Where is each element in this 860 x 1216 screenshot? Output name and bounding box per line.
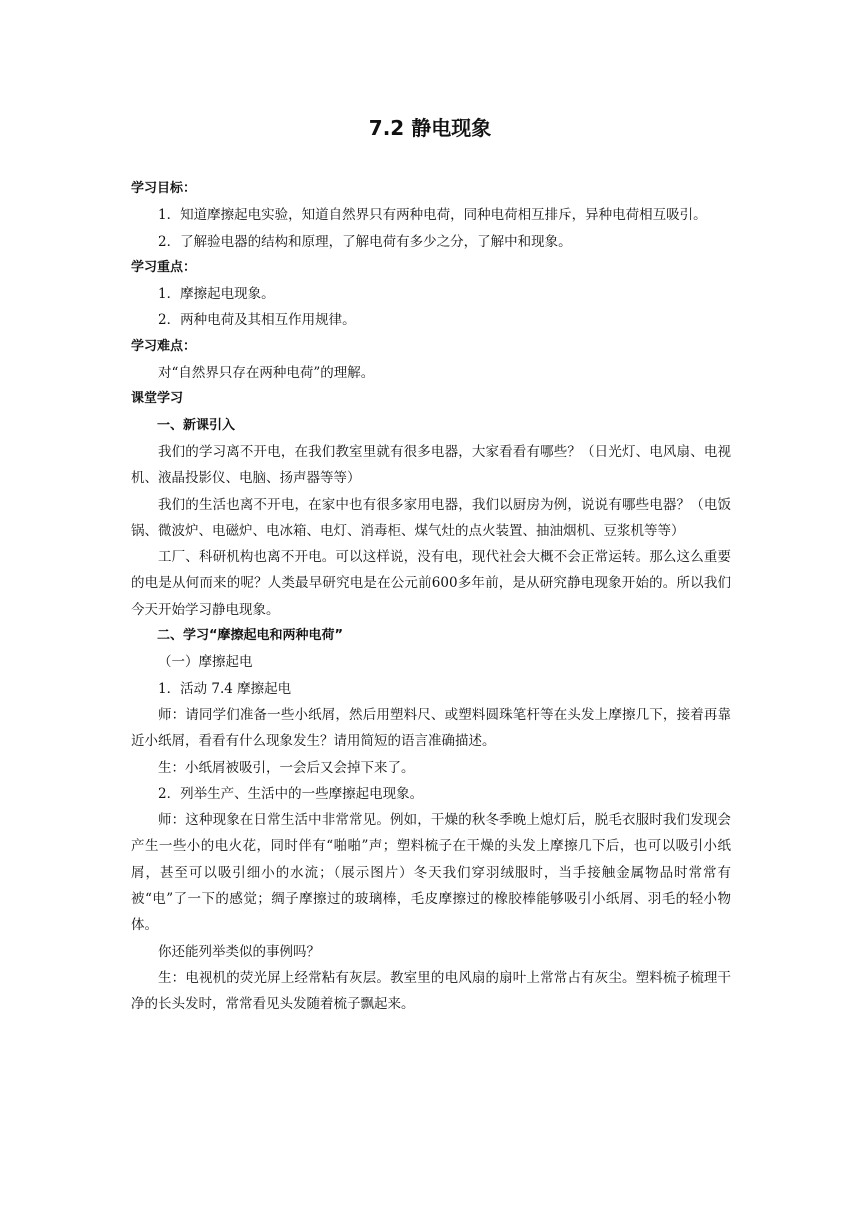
subsection-heading: 一、新课引入 [157,417,236,433]
body-paragraph: 1．摩擦起电现象。 [158,286,275,303]
body-paragraph: （一）摩擦起电 [158,654,253,671]
body-paragraph: 我们的生活也离不开电，在家中也有很多家用电器，我们以厨房为例，说说有哪些电器？（电饭锅、微波炉、电磁炉、电冰箱、电灯、消毒柜、煤气灶的点火装置、抽油烟机、豆浆机等等） [131,496,731,539]
subsection-heading: 二、学习“摩擦起电和两种电荷” [157,628,344,644]
body-paragraph: 2．了解验电器的结构和原理，了解电荷有多少之分，了解中和现象。 [158,233,572,250]
body-paragraph: 你还能列举类似的事例吗？ [158,943,320,960]
body-paragraph: 生：电视机的荧光屏上经常粘有灰层。教室里的电风扇的扇叶上常常占有灰尘。塑料梳子梳理干净的长头发时，常常看见头发随着梳子飘起来。 [131,969,731,1013]
section-heading: 课堂学习 [131,391,184,407]
body-paragraph: 工厂、科研机构也离不开电。可以这样说，没有电，现代社会大概不会正常运转。那么这么重要的电是从何而来的呢？人类最早研究电是在公元前600多年前，是从研究静电现象开始的。所以我们今天开始学习静电现象。 [131,549,731,618]
section-heading: 学习难点： [131,338,197,354]
document-body [131,176,731,1018]
document-title: 7.2 静电现象 [368,116,492,140]
section-heading: 学习重点： [131,259,197,275]
body-paragraph: 我们的学习离不开电，在我们教室里就有很多电器，大家看看有哪些？（日光灯、电风扇、电视机、液晶投影仪、电脑、扬声器等等） [131,443,731,487]
section-heading: 学习目标： [131,181,197,196]
body-paragraph: 师：请同学们准备一些小纸屑，然后用塑料尺、或塑料圆珠笔杆等在头发上摩擦几下，接着再靠近小纸屑，看看有什么现象发生？请用简短的语言准确描述。 [131,706,731,750]
body-paragraph: 对“自然界只存在两种电荷”的理解。 [158,365,375,382]
body-paragraph: 2．列举生产、生活中的一些摩擦起电现象。 [158,785,424,802]
body-paragraph: 2．两种电荷及其相互作用规律。 [158,312,356,329]
body-paragraph: 1．知道摩擦起电实验，知道自然界只有两种电荷，同种电荷相互排斥，异种电荷相互吸引。 [158,207,707,224]
body-paragraph: 生：小纸屑被吸引，一会后又会掉下来了。 [158,759,415,776]
body-paragraph: 师：这种现象在日常生活中非常常见。例如，干燥的秋冬季晚上熄灯后，脱毛衣服时我们发现会产生一些小的电火花，同时伴有“啪啪”声；塑料梳子在干燥的头发上摩擦几下后，也可以吸引小纸屑，甚至可以吸引细小的水流；（展示图片）冬天我们穿羽绒服时，当手接触金属物品时常常有被“电”了一下的感觉；绸子摩擦过的玻璃棒，毛皮摩擦过的橡胶棒能够吸引小纸屑、羽毛的轻小物体。 [131,812,731,934]
body-paragraph: 1．活动 7.4 摩擦起电 [158,680,292,697]
